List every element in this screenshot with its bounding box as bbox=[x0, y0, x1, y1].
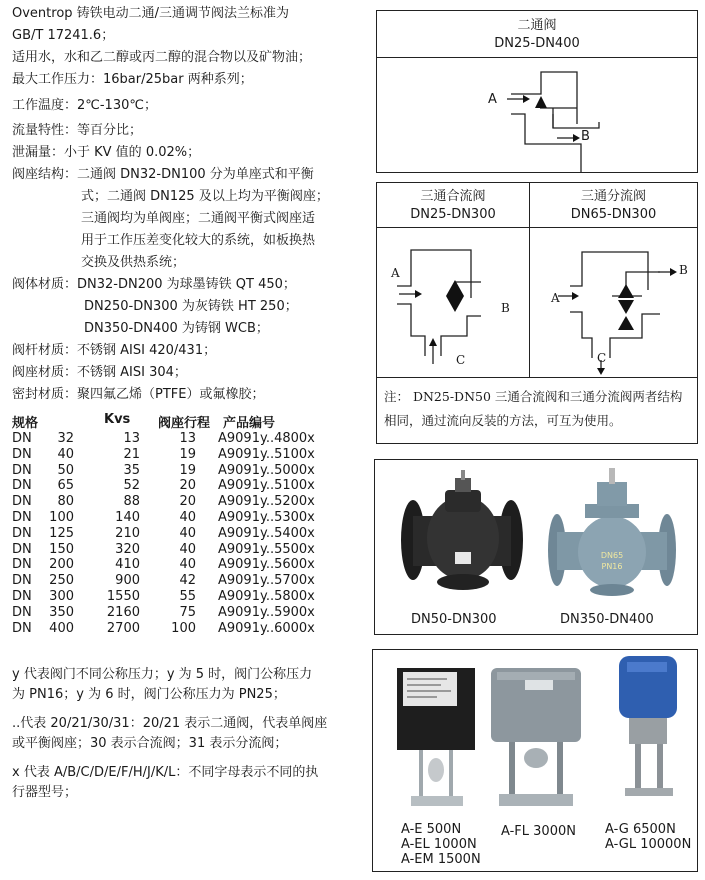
two-way-title: 二通阀 bbox=[517, 18, 557, 33]
table-row bbox=[12, 510, 352, 525]
row-stroke: 40 bbox=[179, 525, 196, 541]
row-kvs: 210 bbox=[115, 525, 140, 541]
actuator-a-em-label: A-EM 1500N bbox=[401, 852, 481, 867]
actuator-a-el-label: A-EL 1000N bbox=[401, 837, 477, 852]
row-kvs: 900 bbox=[115, 573, 140, 589]
spec-line: 阀杆材质：不锈钢 AISI 420/431； bbox=[12, 343, 217, 358]
spec-line: 阀体材质：DN32-DN200 为球墨铸铁 QT 450； bbox=[12, 277, 296, 292]
row-dn: DN bbox=[12, 573, 32, 589]
three-way-note-line1: 注： DN25-DN50 三通合流阀和三通分流阀两者结构 bbox=[384, 389, 683, 404]
actuator-a-e-image bbox=[397, 668, 475, 806]
mixing-range: DN25-DN300 bbox=[410, 207, 496, 222]
port-a-label: A bbox=[488, 92, 497, 107]
row-stroke: 40 bbox=[179, 510, 196, 525]
row-size: 150 bbox=[49, 541, 74, 557]
mixing-port-b: B bbox=[501, 301, 510, 315]
diverting-port-c: C bbox=[597, 351, 607, 365]
row-stroke: 42 bbox=[179, 573, 196, 589]
spec-line: 式；二通阀 DN125 及以上均为平衡阀座； bbox=[81, 189, 329, 204]
spec-line: 用于工作压差变化较大的系统，如板换热 bbox=[81, 233, 316, 248]
row-kvs: 35 bbox=[123, 462, 140, 478]
actuator-a-fl-image bbox=[491, 668, 581, 806]
row-kvs: 140 bbox=[115, 510, 140, 525]
row-dn: DN bbox=[12, 525, 32, 541]
row-kvs: 88 bbox=[123, 494, 140, 510]
row-stroke: 19 bbox=[179, 462, 196, 478]
row-stroke: 75 bbox=[179, 604, 196, 620]
row-code: A9091y..5300x bbox=[218, 510, 315, 525]
note-line: y 代表阀门不同公称压力；y 为 5 时，阀门公称压力 bbox=[12, 667, 313, 682]
row-size: 350 bbox=[49, 604, 74, 620]
row-stroke: 20 bbox=[179, 494, 196, 510]
spec-line: Oventrop 铸铁电动二通/三通调节阀法兰标准为 bbox=[12, 6, 290, 21]
row-dn: DN bbox=[12, 557, 32, 573]
row-stroke: 40 bbox=[179, 557, 196, 573]
table-row bbox=[12, 589, 352, 604]
spec-line: DN250-DN300 为灰铸铁 HT 250； bbox=[84, 299, 298, 314]
row-size: 65 bbox=[57, 478, 74, 494]
row-code: A9091y..5400x bbox=[218, 525, 315, 541]
row-stroke: 40 bbox=[179, 541, 196, 557]
spec-line: 工作温度：2℃-130℃； bbox=[12, 98, 157, 113]
valve-body-images bbox=[375, 460, 697, 606]
row-size: 80 bbox=[57, 494, 74, 510]
row-dn: DN bbox=[12, 446, 32, 462]
spec-line: GB/T 17241.6； bbox=[12, 28, 115, 43]
table-row bbox=[12, 478, 352, 493]
row-stroke: 100 bbox=[171, 620, 196, 636]
row-kvs: 1550 bbox=[106, 589, 140, 604]
table-row bbox=[12, 526, 352, 541]
actuator-a-e-label: A-E 500N bbox=[401, 822, 462, 837]
spec-line: 交换及供热系统； bbox=[81, 255, 186, 270]
table-row bbox=[12, 431, 352, 446]
actuator-photo-panel bbox=[372, 649, 698, 872]
row-kvs: 410 bbox=[115, 557, 140, 573]
spec-line: 密封材质：聚四氟乙烯（PTFE）或氟橡胶； bbox=[12, 387, 265, 402]
two-way-valve-diagram bbox=[376, 10, 698, 173]
actuator-a-g-image bbox=[619, 656, 677, 796]
row-dn: DN bbox=[12, 620, 32, 636]
row-code: A9091y..5200x bbox=[218, 494, 315, 510]
row-code: A9091y..5500x bbox=[218, 541, 315, 557]
row-size: 100 bbox=[49, 510, 74, 525]
diverting-range: DN65-DN300 bbox=[570, 207, 657, 222]
row-code: A9091y..5600x bbox=[218, 557, 315, 573]
table-header: Kvs bbox=[104, 412, 131, 427]
row-size: 40 bbox=[57, 446, 74, 462]
row-stroke: 13 bbox=[179, 431, 196, 446]
two-way-schematic bbox=[377, 58, 697, 172]
two-way-range: DN25-DN400 bbox=[494, 36, 580, 51]
spec-line: 最大工作压力：16bar/25bar 两种系列； bbox=[12, 72, 253, 87]
note-line: ..代表 20/21/30/31：20/21 表示二通阀，代表单阀座 bbox=[12, 716, 328, 731]
row-size: 250 bbox=[49, 573, 74, 589]
blue-valve-image bbox=[548, 468, 676, 596]
spec-line: 流量特性：等百分比； bbox=[12, 123, 143, 138]
spec-line: 适用水，水和乙二醇或丙二醇的混合物以及矿物油； bbox=[12, 50, 312, 65]
diverting-port-b: B bbox=[679, 263, 688, 277]
spec-line: 阀座材质：不锈钢 AISI 304； bbox=[12, 365, 187, 380]
row-dn: DN bbox=[12, 431, 32, 446]
table-row bbox=[12, 605, 352, 620]
diverting-port-a: A bbox=[551, 291, 560, 305]
row-kvs: 2700 bbox=[106, 620, 140, 636]
row-dn: DN bbox=[12, 541, 32, 557]
mixing-port-c: C bbox=[456, 353, 466, 367]
left-valve-label: DN50-DN300 bbox=[411, 612, 497, 627]
row-code: A9091y..5700x bbox=[218, 573, 315, 589]
spec-line: 阀座结构：二通阀 DN32-DN100 分为单座式和平衡 bbox=[12, 167, 314, 182]
row-code: A9091y..4800x bbox=[218, 431, 315, 446]
row-code: A9091y..5900x bbox=[218, 604, 315, 620]
mixing-port-a: A bbox=[391, 266, 400, 280]
table-header: 产品编号 bbox=[223, 416, 276, 431]
plate-text: PN16 bbox=[601, 562, 623, 571]
actuator-a-fl-label: A-FL 3000N bbox=[501, 824, 576, 839]
diverting-title: 三通分流阀 bbox=[580, 189, 646, 204]
row-stroke: 55 bbox=[179, 589, 196, 604]
actuator-images bbox=[373, 650, 697, 820]
note-line: 或平衡阀座；30 表示合流阀；31 表示分流阀； bbox=[12, 736, 288, 751]
row-dn: DN bbox=[12, 478, 32, 494]
table-row bbox=[12, 447, 352, 462]
row-kvs: 52 bbox=[123, 478, 140, 494]
row-stroke: 19 bbox=[179, 446, 196, 462]
actuator-a-g-label: A-G 6500N bbox=[605, 822, 676, 837]
actuator-a-gl-label: A-GL 10000N bbox=[605, 837, 692, 852]
row-code: A9091y..5100x bbox=[218, 478, 315, 494]
row-code: A9091y..5100x bbox=[218, 446, 315, 462]
row-dn: DN bbox=[12, 494, 32, 510]
row-dn: DN bbox=[12, 510, 32, 525]
valve-photo-panel bbox=[374, 459, 698, 635]
row-kvs: 13 bbox=[123, 431, 140, 446]
mixing-title: 三通合流阀 bbox=[420, 189, 486, 204]
row-size: 50 bbox=[57, 462, 74, 478]
spec-line: 泄漏量：小于 KV 值的 0.02%； bbox=[12, 145, 201, 160]
table-row bbox=[12, 621, 352, 636]
row-code: A9091y..6000x bbox=[218, 620, 315, 636]
table-row bbox=[12, 557, 352, 572]
row-kvs: 320 bbox=[115, 541, 140, 557]
note-line: x 代表 A/B/C/D/E/F/H/J/K/L：不同字母表示不同的执 bbox=[12, 765, 319, 780]
row-dn: DN bbox=[12, 589, 32, 604]
right-valve-label: DN350-DN400 bbox=[560, 612, 654, 627]
spec-line: 三通阀均为单阀座；二通阀平衡式阀座适 bbox=[81, 211, 316, 226]
port-b-label: B bbox=[581, 129, 590, 144]
table-row bbox=[12, 542, 352, 557]
row-size: 300 bbox=[49, 589, 74, 604]
row-stroke: 20 bbox=[179, 478, 196, 494]
three-way-valve-diagram bbox=[376, 182, 698, 444]
row-code: A9091y..5800x bbox=[218, 589, 315, 604]
plate-text: DN65 bbox=[600, 551, 624, 560]
three-way-note-line2: 相同，通过流向反装的方法，可互为使用。 bbox=[384, 413, 622, 428]
table-row bbox=[12, 494, 352, 509]
table-row bbox=[12, 463, 352, 478]
row-size: 32 bbox=[57, 431, 74, 446]
row-kvs: 21 bbox=[123, 446, 140, 462]
table-header: 规格 bbox=[12, 416, 39, 431]
table-header: 阀座行程 bbox=[158, 416, 211, 431]
row-dn: DN bbox=[12, 604, 32, 620]
row-size: 400 bbox=[49, 620, 74, 636]
row-kvs: 2160 bbox=[106, 604, 140, 620]
spec-line: DN350-DN400 为铸钢 WCB； bbox=[84, 321, 269, 336]
note-line: 行器型号； bbox=[12, 785, 78, 800]
row-size: 200 bbox=[49, 557, 74, 573]
row-dn: DN bbox=[12, 462, 32, 478]
divider bbox=[377, 377, 697, 378]
dark-valve-image bbox=[401, 470, 523, 590]
row-code: A9091y..5000x bbox=[218, 462, 315, 478]
note-line: 为 PN16；y 为 6 时，阀门公称压力为 PN25； bbox=[12, 687, 286, 702]
row-size: 125 bbox=[49, 525, 74, 541]
table-row bbox=[12, 573, 352, 588]
